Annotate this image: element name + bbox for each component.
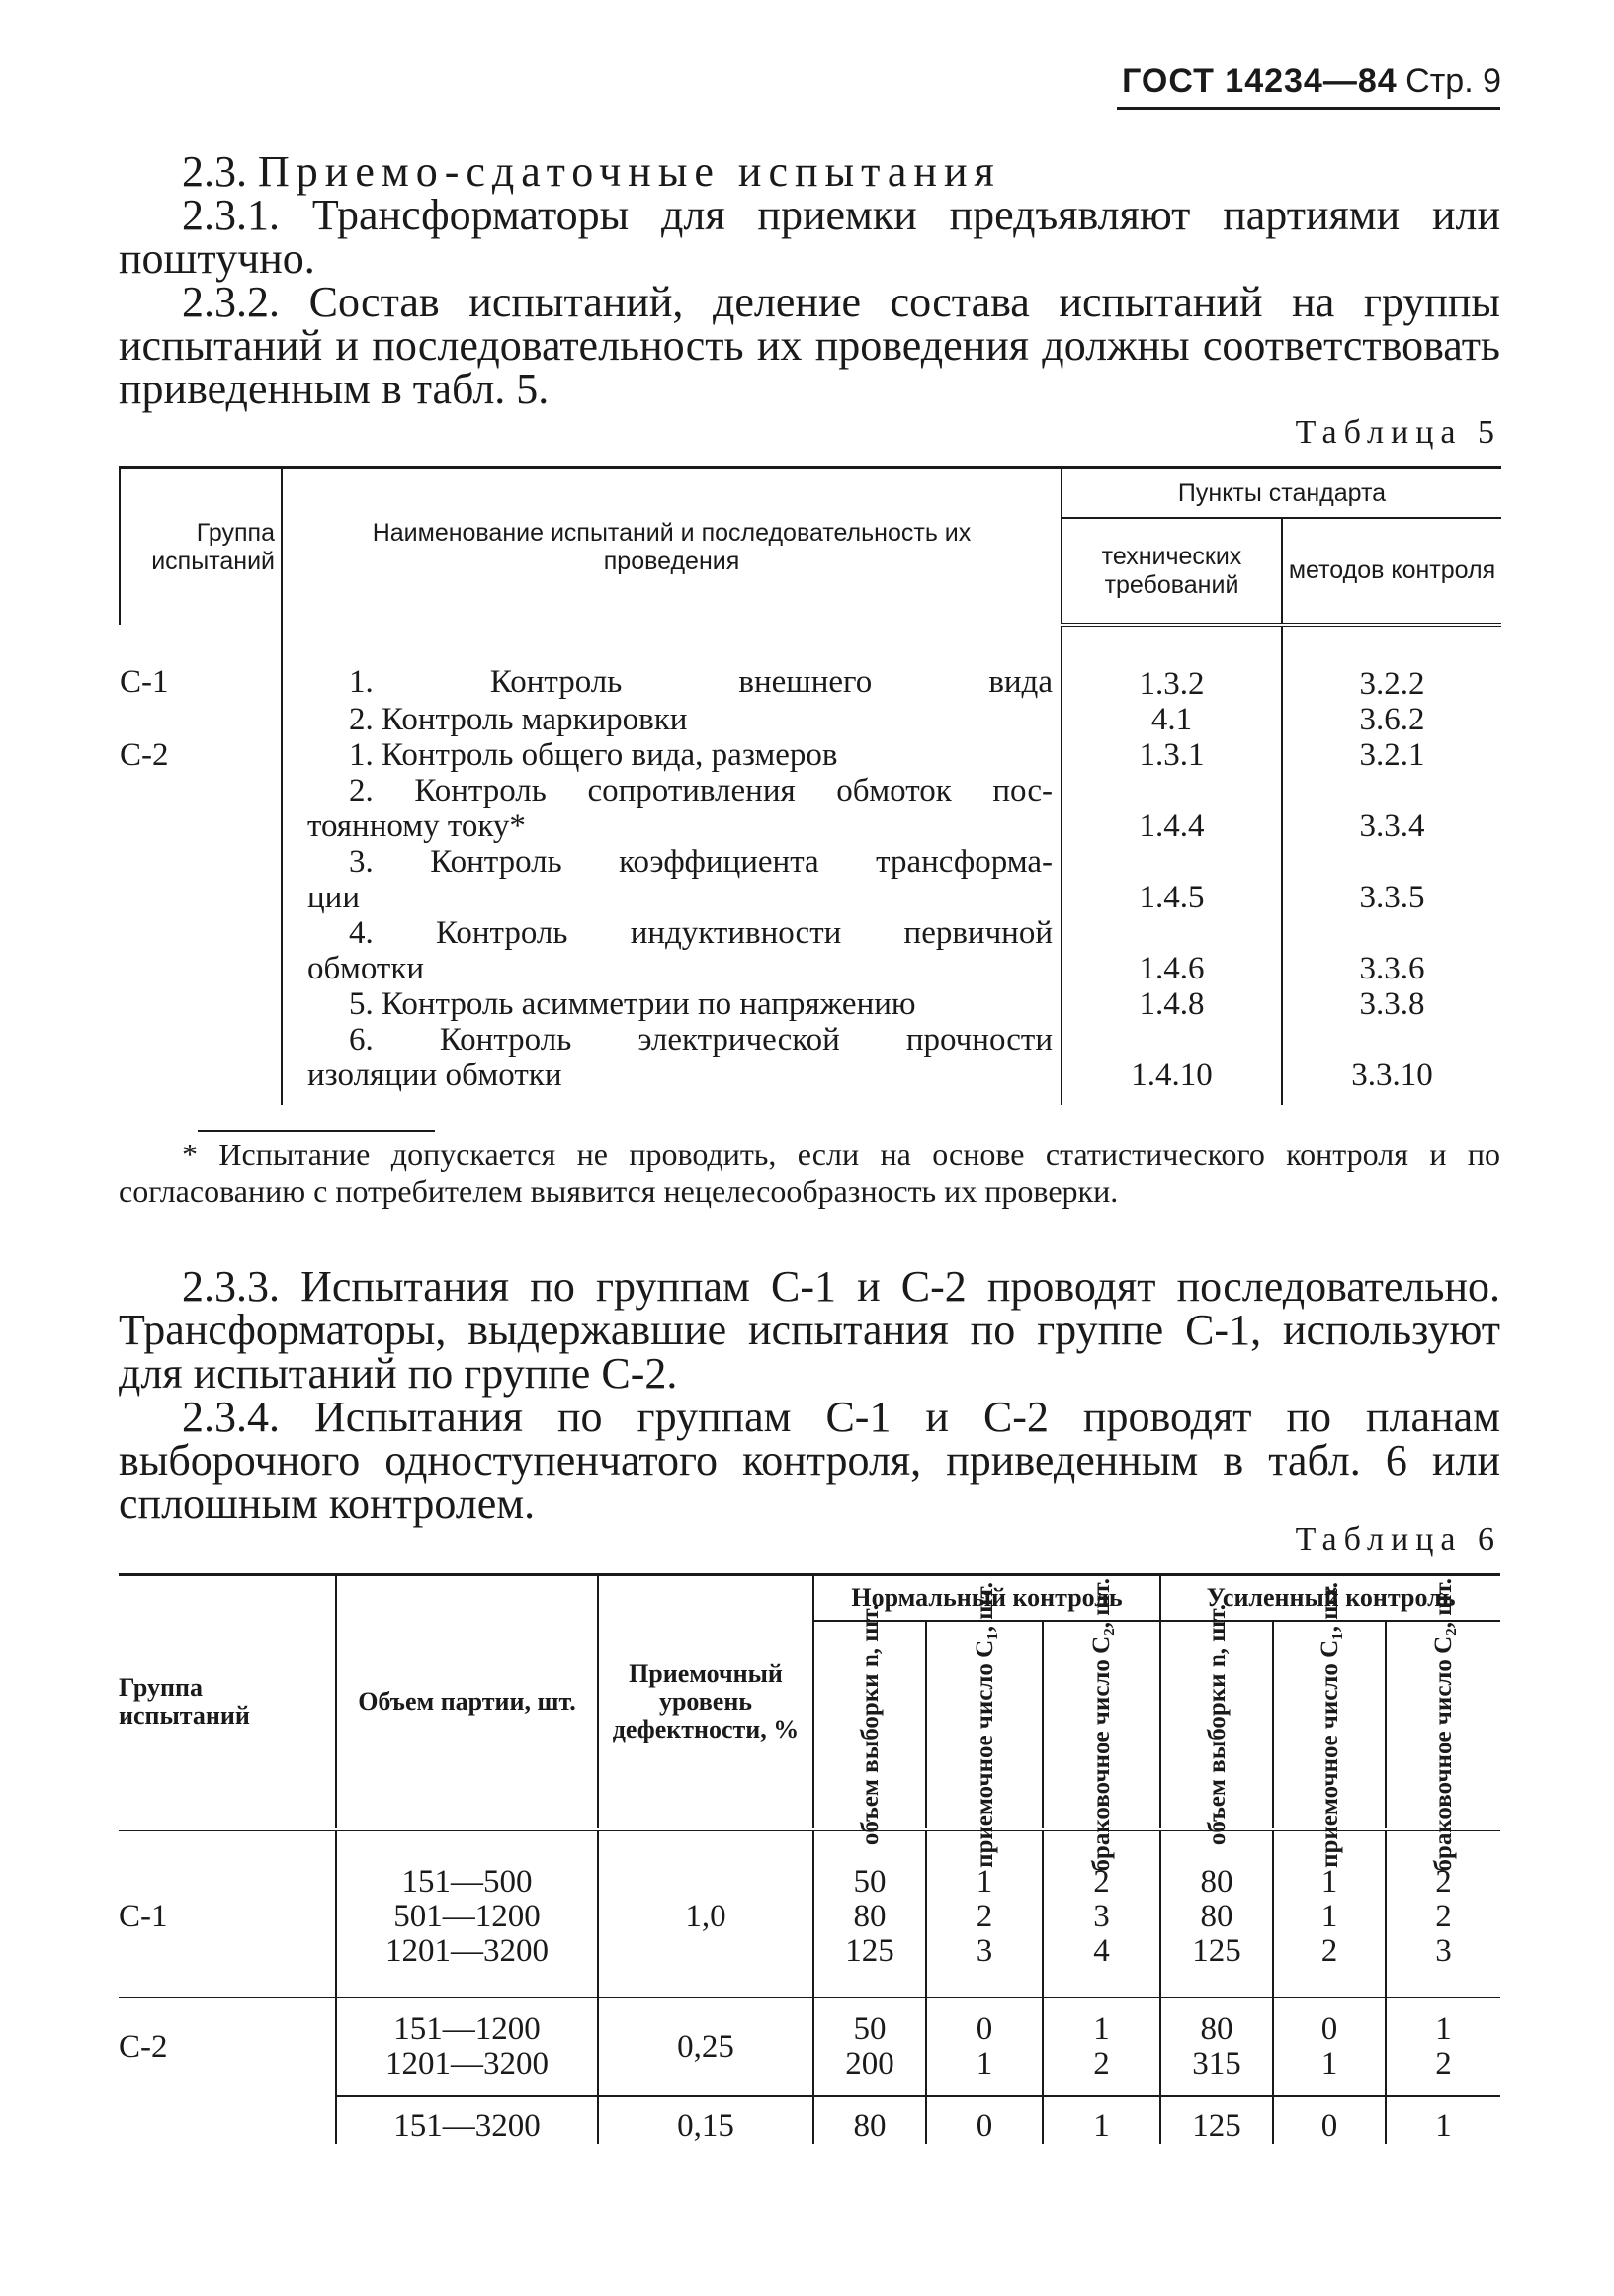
t5-name: 4. Контроль индуктивности первичной обмотки	[282, 915, 1062, 986]
paragraph-2-3-1: 2.3.1. Трансформаторы для приемки предъявляют партиями или поштучно.	[119, 191, 1500, 283]
t5-group	[120, 1022, 282, 1105]
footnote-rule	[198, 1130, 435, 1132]
t5-name: 2. Контроль сопротивления обмоток пос- тоянному току*	[282, 773, 1062, 844]
t5-header-name: Наименование испытаний и последовательность их проведения	[282, 468, 1062, 625]
section-heading	[119, 147, 1500, 196]
t5-name: 2. Контроль маркировки	[282, 702, 1062, 737]
paragraph-2-3-2: 2.3.2. Состав испытаний, деление состава испытаний на группы испытаний и последовательность их проведения должны соответствовать приведенным в табл. 5.	[119, 278, 1500, 413]
t5-group: С-1	[120, 664, 169, 700]
table-row	[120, 702, 1501, 737]
t5-header-tech: технических требований	[1062, 518, 1282, 625]
t5-tech: 1.4.10	[1062, 1022, 1282, 1105]
table-row	[119, 2096, 1500, 2144]
heading-number: 2.3.	[182, 147, 247, 196]
t5-method: 3.6.2	[1359, 702, 1425, 737]
t5-name: 3. Контроль коэффициента трансформа- ции	[282, 844, 1062, 915]
t5-method: 3.3.10	[1351, 1058, 1433, 1093]
t6-header-tightened: Усиленный контроль	[1160, 1574, 1500, 1621]
heading-title: Приемо-сдаточные испытания	[258, 147, 1001, 196]
t5-header-group: Группа испытаний	[120, 468, 282, 625]
t6-normal-n: 50 80 125	[813, 1829, 926, 1998]
t5-name: 1. Контроль внешнего вида	[282, 625, 1062, 702]
paragraph-2-3-3: 2.3.3. Испытания по группам С-1 и С-2 проводят последовательно. Трансформаторы, выдержавшие испытания по группе С-1, используют для испытаний по группе С-2.	[119, 1262, 1500, 1398]
paragraph-2-3-4: 2.3.4. Испытания по группам С-1 и С-2 проводят по планам выборочного одноступенчатого контроля, приведенным в табл. 6 или сплошным контролем.	[119, 1393, 1500, 1528]
t6-lot: 151—500 501—1200 1201—3200	[336, 1829, 598, 1998]
section-2-3-cont	[119, 1262, 1500, 1528]
table-6-caption: Таблица 6	[1295, 1521, 1501, 1558]
t5-group: С-2	[120, 737, 169, 773]
t6-tightened-n: 80 315	[1160, 1998, 1273, 2096]
t6-aql: 0,15	[598, 2096, 813, 2144]
t6-header-tightened-n: объем выборки n, шт.	[1160, 1621, 1273, 1829]
t5-group	[120, 702, 282, 737]
t6-lot: 151—1200 1201—3200	[336, 1998, 598, 2096]
t5-method: 3.2.1	[1359, 737, 1425, 773]
t5-group	[120, 844, 282, 915]
t5-method: 3.3.8	[1359, 986, 1425, 1022]
t6-normal-c1: 1 2 3	[926, 1829, 1043, 1998]
table-row	[120, 1022, 1501, 1105]
t5-header-methods: методов контроля	[1282, 518, 1501, 625]
table-row	[120, 986, 1501, 1022]
table-row	[120, 915, 1501, 986]
t6-header-group: Группа испытаний	[119, 1574, 336, 1829]
table-row	[119, 1998, 1500, 2096]
t6-tightened-n: 80 80 125	[1160, 1829, 1273, 1998]
table-6	[119, 1573, 1500, 2144]
page-number: Стр. 9	[1405, 62, 1501, 100]
t6-header-normal-c1: приемочное число C₁, шт.	[926, 1621, 1043, 1829]
t5-name: 5. Контроль асимметрии по напряжению	[282, 986, 1062, 1022]
t6-tightened-n: 125	[1160, 2096, 1273, 2144]
t5-method: 3.3.5	[1359, 880, 1425, 915]
t6-lot: 151—3200	[336, 2096, 598, 2144]
t5-name: 6. Контроль электрической прочности изоляции обмотки	[282, 1022, 1062, 1105]
t5-group	[120, 986, 282, 1022]
t5-tech: 4.1	[1062, 702, 1282, 737]
t6-tightened-c1: 1 1 2	[1273, 1829, 1386, 1998]
table-5-footnote: * Испытание допускается не проводить, если на основе статистического контроля и по согласованию с потребителем выявится нецелесообразность их проверки.	[119, 1137, 1500, 1209]
header-rule	[1117, 107, 1500, 110]
standard-number: ГОСТ 14234—84	[1122, 62, 1398, 100]
table-row	[120, 625, 1501, 702]
t6-normal-c2: 1	[1043, 2096, 1160, 2144]
t6-tightened-c1: 0 1	[1273, 1998, 1386, 2096]
t5-method: 3.2.2	[1359, 666, 1425, 702]
table-row	[120, 773, 1501, 844]
t5-tech: 1.3.1	[1062, 737, 1282, 773]
t5-group	[120, 915, 282, 986]
t6-normal-n: 50 200	[813, 1998, 926, 2096]
t5-tech: 1.4.5	[1062, 844, 1282, 915]
t6-header-tightened-c2: браковочное число C₂, шт.	[1386, 1621, 1500, 1829]
table-5	[119, 466, 1501, 1105]
t6-aql: 0,25	[598, 1998, 813, 2096]
t6-tightened-c2: 2 2 3	[1386, 1829, 1500, 1998]
t5-method: 3.3.6	[1359, 951, 1425, 986]
t5-tech: 1.4.8	[1062, 986, 1282, 1022]
t6-group	[119, 2096, 336, 2144]
t6-header-normal-c2: браковочное число C₂, шт.	[1043, 1621, 1160, 1829]
table-row	[120, 844, 1501, 915]
t6-normal-c1: 0	[926, 2096, 1043, 2144]
table-row	[120, 737, 1501, 773]
t6-header-normal: Нормальный контроль	[813, 1574, 1160, 1621]
t6-tightened-c2: 1 2	[1386, 1998, 1500, 2096]
table-row	[119, 1829, 1500, 1998]
t6-normal-c2: 1 2	[1043, 1998, 1160, 2096]
t6-header-tightened-c1: приемочное число C₁, шт.	[1273, 1621, 1386, 1829]
t6-group: С-1	[119, 1899, 168, 1934]
t5-tech: 1.4.4	[1062, 773, 1282, 844]
t5-method: 3.3.4	[1359, 808, 1425, 844]
t5-tech: 1.3.2	[1062, 625, 1282, 702]
t6-normal-c1: 0 1	[926, 1998, 1043, 2096]
t6-normal-n: 80	[813, 2096, 926, 2144]
t6-tightened-c2: 1	[1386, 2096, 1500, 2144]
t6-tightened-c1: 0	[1273, 2096, 1386, 2144]
t6-header-normal-n: объем выборки n, шт.	[813, 1621, 926, 1829]
t6-header-aql: Приемочный уровень дефектности, %	[598, 1574, 813, 1829]
t5-group	[120, 773, 282, 844]
t6-normal-c2: 2 3 4	[1043, 1829, 1160, 1998]
t6-aql: 1,0	[598, 1829, 813, 1998]
t5-header-points: Пункты стандарта	[1062, 468, 1501, 518]
table-5-caption: Таблица 5	[1295, 414, 1501, 451]
t5-name: 1. Контроль общего вида, размеров	[282, 737, 1062, 773]
t6-header-lot: Объем партии, шт.	[336, 1574, 598, 1829]
section-2-3	[119, 147, 1500, 413]
t6-group: С-2	[119, 1998, 336, 2096]
t5-tech: 1.4.6	[1062, 915, 1282, 986]
page-header	[1122, 61, 1501, 102]
